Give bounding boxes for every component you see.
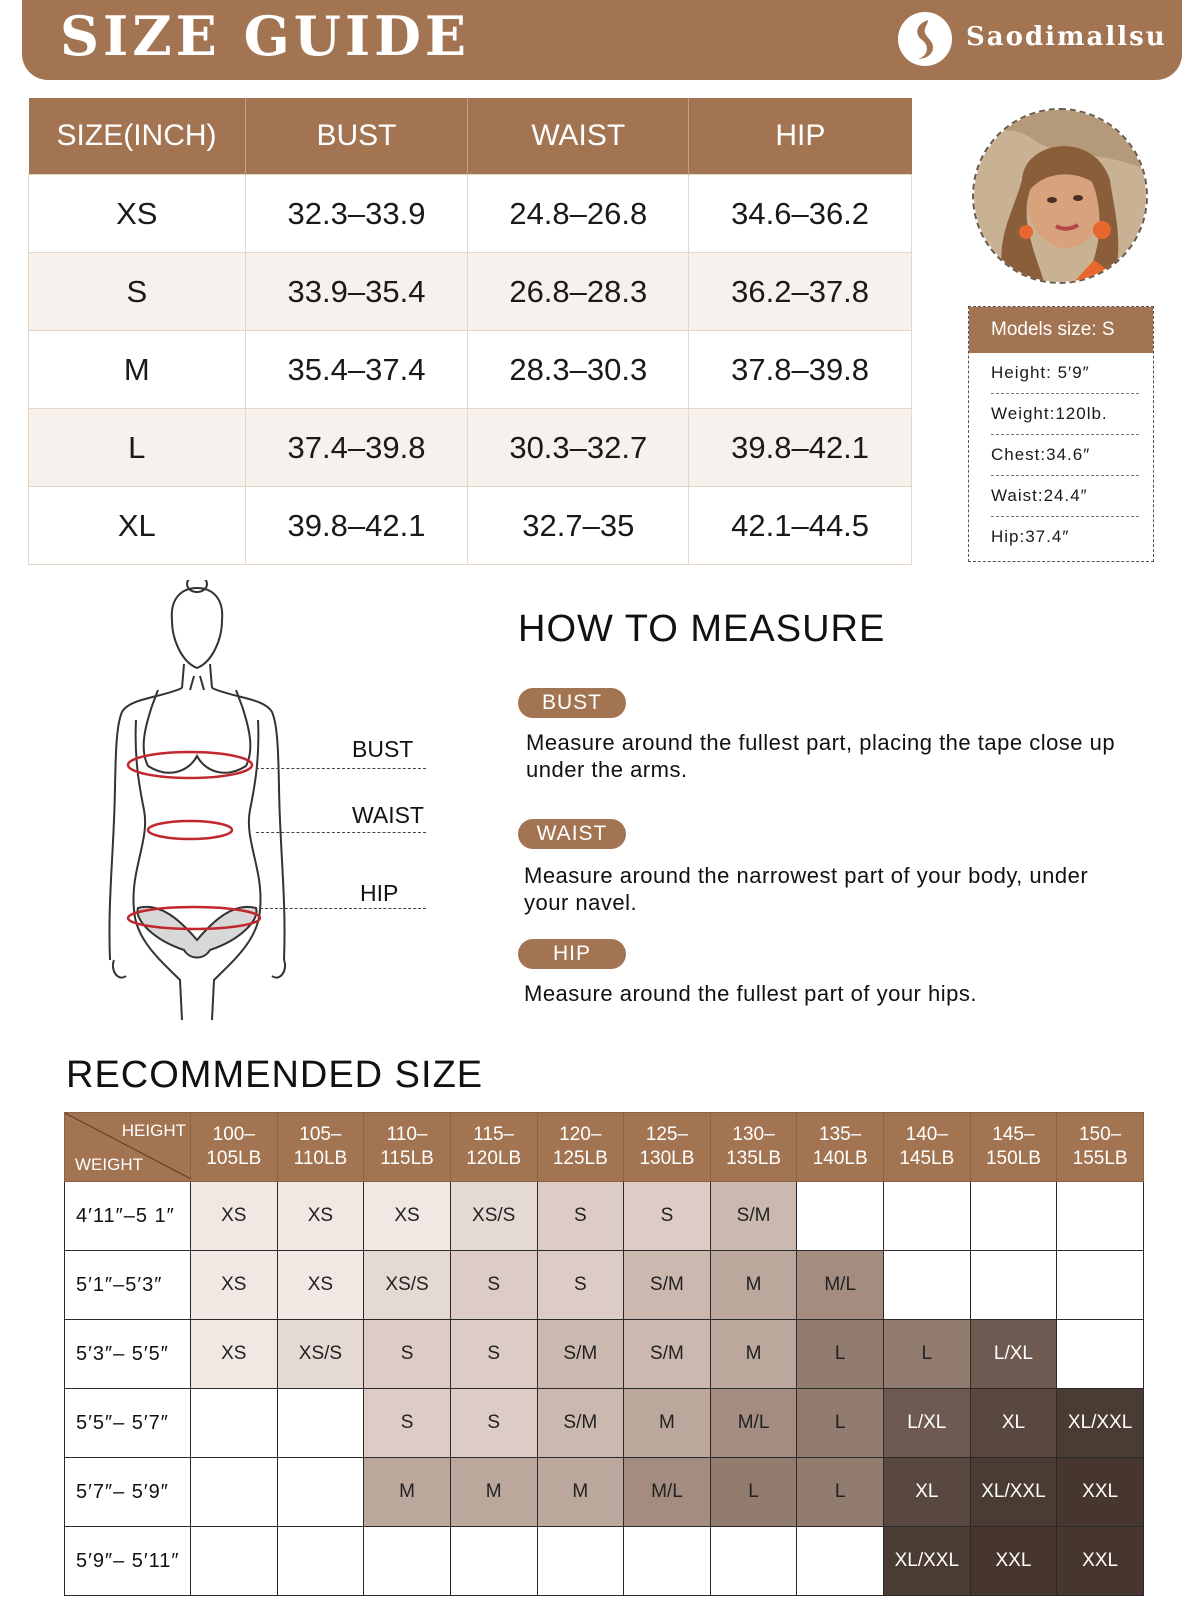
hip-cell: 34.6–36.2 <box>689 175 912 253</box>
height-row-label: 5′1″–5′3″ <box>65 1251 191 1320</box>
size-chart-table <box>28 98 912 565</box>
size-recommendation-cell: S <box>624 1182 711 1251</box>
size-recommendation-cell: S <box>450 1251 537 1320</box>
height-row-label: 5′5″– 5′7″ <box>65 1389 191 1458</box>
size-recommendation-cell <box>884 1251 971 1320</box>
size-recommendation-cell: L <box>710 1458 797 1527</box>
hip-cell: 37.8–39.8 <box>689 331 912 409</box>
table-row <box>65 1251 1144 1320</box>
weight-col-header: 150–155LB <box>1057 1113 1144 1182</box>
hip-description: Measure around the fullest part of your hips. <box>524 981 977 1006</box>
model-height: Height: 5′9″ <box>991 353 1139 394</box>
size-recommendation-cell <box>191 1527 278 1596</box>
hip-cell: 42.1–44.5 <box>689 487 912 565</box>
bust-col-header: BUST <box>245 98 468 175</box>
header-banner <box>22 0 1182 80</box>
waist-cell: 32.7–35 <box>468 487 689 565</box>
bust-cell: 35.4–37.4 <box>245 331 468 409</box>
size-recommendation-cell: L <box>797 1458 884 1527</box>
size-recommendation-cell: M <box>710 1251 797 1320</box>
waist-label: WAIST <box>352 802 424 828</box>
height-weight-corner <box>65 1113 191 1182</box>
hip-cell: 39.8–42.1 <box>689 409 912 487</box>
table-row <box>65 1320 1144 1389</box>
model-size-panel <box>968 306 1154 562</box>
size-recommendation-cell: S/M <box>624 1251 711 1320</box>
size-recommendation-cell: M/L <box>624 1458 711 1527</box>
size-recommendation-cell: XL/XXL <box>884 1527 971 1596</box>
size-recommendation-cell: S/M <box>537 1320 624 1389</box>
weight-col-header: 130–135LB <box>710 1113 797 1182</box>
weight-col-header: 115–120LB <box>450 1113 537 1182</box>
size-recommendation-cell: L/XL <box>884 1389 971 1458</box>
size-recommendation-cell: S <box>450 1320 537 1389</box>
size-recommendation-cell <box>277 1389 364 1458</box>
bust-guide-line <box>256 768 426 769</box>
size-recommendation-cell: S/M <box>537 1389 624 1458</box>
model-hip: Hip:37.4″ <box>991 527 1070 546</box>
size-cell: S <box>29 253 246 331</box>
model-chest: Chest:34.6″ <box>991 435 1139 476</box>
size-cell: XL <box>29 487 246 565</box>
size-recommendation-cell <box>970 1251 1057 1320</box>
waist-cell: 26.8–28.3 <box>468 253 689 331</box>
body-outline-icon <box>100 580 450 1020</box>
weight-corner-label: WEIGHT <box>75 1155 143 1174</box>
table-row <box>29 487 912 565</box>
weight-col-header: 145–150LB <box>970 1113 1057 1182</box>
size-recommendation-cell: XXL <box>970 1527 1057 1596</box>
size-recommendation-cell: XS <box>191 1320 278 1389</box>
height-row-label: 5′9″– 5′11″ <box>65 1527 191 1596</box>
size-recommendation-cell: L <box>884 1320 971 1389</box>
body-measurement-figure <box>100 580 450 1020</box>
size-recommendation-cell <box>364 1527 451 1596</box>
size-recommendation-cell: M <box>624 1389 711 1458</box>
size-recommendation-cell <box>277 1527 364 1596</box>
bust-pill: BUST <box>518 688 626 718</box>
size-recommendation-cell: L <box>797 1389 884 1458</box>
size-recommendation-cell: S <box>450 1389 537 1458</box>
height-row-label: 5′7″– 5′9″ <box>65 1458 191 1527</box>
height-row-label: 5′3″– 5′5″ <box>65 1320 191 1389</box>
size-recommendation-cell <box>277 1458 364 1527</box>
brand-logo-icon <box>898 12 952 66</box>
waist-cell: 28.3–30.3 <box>468 331 689 409</box>
size-recommendation-cell <box>191 1458 278 1527</box>
size-recommendation-cell: S <box>364 1389 451 1458</box>
model-photo <box>972 108 1148 284</box>
size-recommendation-cell: S <box>364 1320 451 1389</box>
height-row-label: 4′11″–5 1″ <box>65 1182 191 1251</box>
size-recommendation-cell <box>797 1527 884 1596</box>
size-recommendation-cell: M <box>537 1458 624 1527</box>
how-to-measure-title: HOW TO MEASURE <box>518 608 886 650</box>
size-recommendation-cell: L/XL <box>970 1320 1057 1389</box>
size-recommendation-cell: M/L <box>710 1389 797 1458</box>
size-recommendation-cell <box>1057 1320 1144 1389</box>
waist-cell: 30.3–32.7 <box>468 409 689 487</box>
weight-col-header: 110–115LB <box>364 1113 451 1182</box>
size-recommendation-cell: XS <box>277 1251 364 1320</box>
weight-col-header: 135–140LB <box>797 1113 884 1182</box>
size-table-header <box>29 98 912 175</box>
table-row <box>65 1182 1144 1251</box>
recommended-size-table <box>64 1112 1144 1596</box>
size-recommendation-cell <box>191 1389 278 1458</box>
table-row <box>65 1527 1144 1596</box>
size-recommendation-cell: XXL <box>1057 1527 1144 1596</box>
size-recommendation-cell: XS <box>191 1251 278 1320</box>
table-row <box>29 409 912 487</box>
waist-description: Measure around the narrowest part of your body, under your navel. <box>524 863 1089 915</box>
size-recommendation-cell: S <box>537 1251 624 1320</box>
weight-col-header: 120–125LB <box>537 1113 624 1182</box>
size-recommendation-cell: M <box>450 1458 537 1527</box>
size-recommendation-cell: S <box>537 1182 624 1251</box>
size-recommendation-cell <box>884 1182 971 1251</box>
size-recommendation-cell: XL/XXL <box>970 1458 1057 1527</box>
table-row <box>29 253 912 331</box>
waist-cell: 24.8–26.8 <box>468 175 689 253</box>
model-waist: Waist:24.4″ <box>991 476 1139 517</box>
size-recommendation-cell: M <box>364 1458 451 1527</box>
bust-cell: 39.8–42.1 <box>245 487 468 565</box>
bust-description: Measure around the fullest part, placing the tape close up under the arms. <box>526 730 1116 782</box>
table-row <box>65 1458 1144 1527</box>
size-recommendation-cell: XS/S <box>450 1182 537 1251</box>
size-col-header: SIZE(INCH) <box>29 98 246 175</box>
size-recommendation-cell: XL/XXL <box>1057 1389 1144 1458</box>
brand-name: Saodimallsu <box>966 22 1167 52</box>
bust-cell: 33.9–35.4 <box>245 253 468 331</box>
size-cell: M <box>29 331 246 409</box>
size-recommendation-cell: S/M <box>624 1320 711 1389</box>
size-recommendation-cell <box>624 1527 711 1596</box>
bust-cell: 37.4–39.8 <box>245 409 468 487</box>
page-title: SIZE GUIDE <box>60 4 471 68</box>
hip-guide-line <box>260 908 426 909</box>
size-recommendation-cell: XS <box>364 1182 451 1251</box>
size-recommendation-cell: XS <box>191 1182 278 1251</box>
size-recommendation-cell: XL <box>970 1389 1057 1458</box>
hip-cell: 36.2–37.8 <box>689 253 912 331</box>
size-recommendation-cell: XS/S <box>277 1320 364 1389</box>
size-recommendation-cell: XL <box>884 1458 971 1527</box>
hip-pill: HIP <box>518 939 626 969</box>
hip-col-header: HIP <box>689 98 912 175</box>
size-recommendation-cell: XS/S <box>364 1251 451 1320</box>
size-recommendation-cell <box>537 1527 624 1596</box>
weight-col-header: 100–105LB <box>191 1113 278 1182</box>
size-recommendation-cell <box>970 1182 1057 1251</box>
height-corner-label: HEIGHT <box>121 1121 186 1140</box>
bust-cell: 32.3–33.9 <box>245 175 468 253</box>
hip-label: HIP <box>360 880 399 906</box>
size-recommendation-cell <box>450 1527 537 1596</box>
waist-pill: WAIST <box>518 819 626 849</box>
size-recommendation-cell <box>710 1527 797 1596</box>
waist-guide-line <box>256 832 426 833</box>
weight-col-header: 125–130LB <box>624 1113 711 1182</box>
table-row <box>29 331 912 409</box>
table-row <box>65 1389 1144 1458</box>
rec-table-body <box>65 1182 1144 1596</box>
size-recommendation-cell: XXL <box>1057 1458 1144 1527</box>
size-recommendation-cell <box>1057 1182 1144 1251</box>
size-cell: L <box>29 409 246 487</box>
waist-col-header: WAIST <box>468 98 689 175</box>
table-row <box>29 175 912 253</box>
size-recommendation-cell: M <box>710 1320 797 1389</box>
size-recommendation-cell: S/M <box>710 1182 797 1251</box>
weight-col-header: 105–110LB <box>277 1113 364 1182</box>
size-recommendation-cell: XS <box>277 1182 364 1251</box>
size-recommendation-cell: L <box>797 1320 884 1389</box>
size-recommendation-cell <box>1057 1251 1144 1320</box>
model-size-heading: Models size: S <box>969 307 1153 353</box>
size-cell: XS <box>29 175 246 253</box>
size-recommendation-cell: M/L <box>797 1251 884 1320</box>
model-weight: Weight:120lb. <box>991 394 1139 435</box>
weight-col-header: 140–145LB <box>884 1113 971 1182</box>
bust-label: BUST <box>352 736 414 762</box>
rec-table-header <box>65 1113 1144 1182</box>
size-recommendation-cell <box>797 1182 884 1251</box>
recommended-size-title: RECOMMENDED SIZE <box>66 1054 484 1096</box>
